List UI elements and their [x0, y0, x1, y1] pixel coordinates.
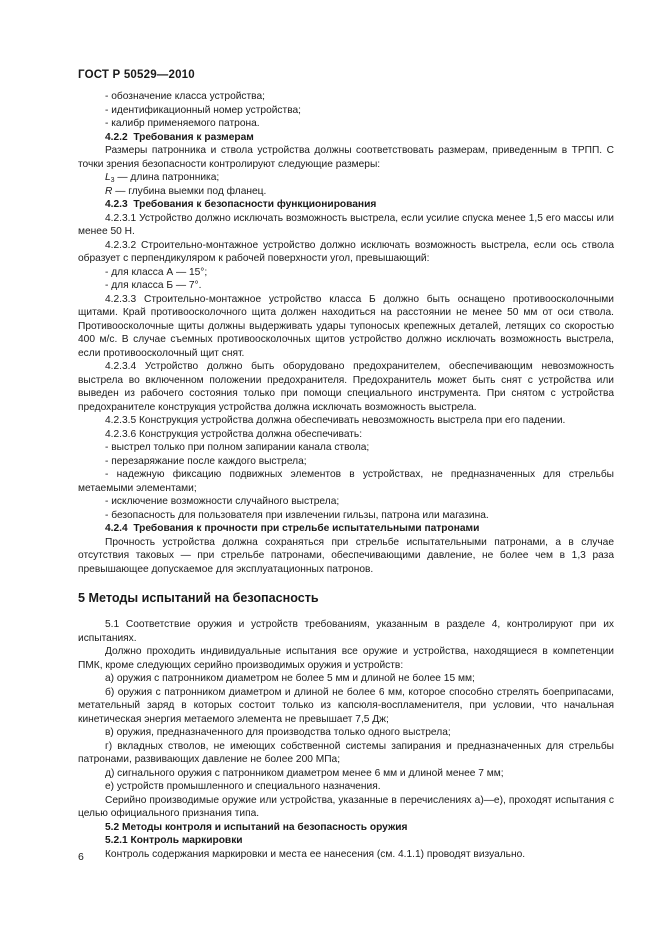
list-item: - для класса А — 15°;	[105, 266, 208, 278]
dimension-item	[78, 185, 614, 199]
heading-number: 4.2.3	[105, 199, 128, 210]
heading-number: 4.2.2	[105, 131, 128, 143]
subsection-heading-4-2-2	[78, 131, 614, 145]
enumeration-item: в) оружия, предназначенного для производства только одного выстрела;	[105, 727, 451, 738]
list-item: - перезаряжание после каждого выстрела;	[105, 455, 307, 467]
paragraph: Прочность устройства должна сохраняться при стрельбе испытательными патронами, а в случае отсутствия таковых — при стрельбе патронами, обеспечивающими давление, не более чем в 1,3 раза превышающее допускаемое для эксплуатационных патронов.	[78, 536, 614, 575]
paragraph: 4.2.3.1 Устройство должно исключать возможность выстрела, если усилие спуска менее 1,5 его массы или менее 50 Н.	[78, 212, 614, 237]
paragraph: 5.1 Соответствие оружия и устройств требованиям, указанным в разделе 4, контролируют при их испытаниях.	[78, 619, 614, 644]
list-item: - идентификационный номер устройства;	[105, 104, 301, 116]
symbol-R: R	[105, 185, 113, 197]
symbol-subscript: 3	[110, 177, 115, 184]
subsection-heading-5-2-1: 5.2.1 Контроль маркировки	[105, 835, 243, 846]
paragraph: 4.2.3.5 Конструкция устройства должна обеспечивать невозможность выстрела при его падении.	[105, 415, 566, 426]
dimension-text: — длина патронника;	[114, 172, 220, 183]
list-item: - для класса Б — 7°.	[105, 280, 202, 291]
list-item: - надежную фиксацию подвижных элементов в устройствах, не предназначенных для стрельбы метаемыми элементами;	[78, 469, 614, 494]
dimension-text: — глубина выемки под фланец.	[112, 185, 267, 197]
page-content	[78, 90, 614, 861]
paragraph: 4.2.3.6 Конструкция устройства должна обеспечивать:	[105, 428, 363, 440]
enumeration-item: е) устройств промышленного и специального назначения.	[105, 781, 381, 792]
enumeration-item: г) вкладных стволов, не имеющих собственной системы запирания и предназначенных для стрельбы патронами, развивающих давление не более 200 МПа;	[78, 740, 614, 765]
list-item: - выстрел только при полном запирании канала ствола;	[105, 442, 370, 453]
heading-title: Требования к безопасности функционирования	[133, 199, 377, 210]
subsection-heading-5-2: 5.2 Методы контроля и испытаний на безопасность оружия	[105, 821, 408, 833]
list-item: - безопасность для пользователя при извлечении гильзы, патрона или магазина.	[105, 509, 489, 521]
subsection-heading-4-2-3	[78, 198, 614, 212]
paragraph: Размеры патронника и ствола устройства должны соответствовать размерам, приведенным в ТРПП. С точки зрения безопасности контролируют следующие размеры:	[78, 145, 614, 170]
heading-title: Требования к прочности при стрельбе испытательными патронами	[133, 523, 480, 534]
paragraph: Серийно производимые оружие или устройства, указанные в перечислениях а)—е), проходят испытания с целью официального признания типа.	[78, 794, 614, 819]
enumeration-item: б) оружия с патронником диаметром и длиной не более 6 мм, которое способно стрелять боеприпасами, метательный заряд в которых состоит только из капсюля-воспламенителя, при условии, что начальная кинетическая энергия метаемого элемента не превышает 7,5 Дж;	[78, 686, 614, 725]
enumeration-item: д) сигнального оружия с патронником диаметром менее 6 мм и длиной менее 7 мм;	[105, 767, 504, 779]
paragraph: 4.2.3.2 Строительно-монтажное устройство должно исключать возможность выстрела, если ось ствола образует с перпендикуляром к рабочей поверхности угол, превышающий:	[78, 239, 614, 264]
heading-title: Требования к размерам	[133, 131, 254, 143]
subsection-heading-4-2-4	[78, 522, 614, 536]
symbol-L: L	[105, 172, 111, 183]
paragraph: Контроль содержания маркировки и места ее нанесения (см. 4.1.1) проводят визуально.	[105, 848, 526, 860]
list-item: - обозначение класса устройства;	[105, 91, 265, 102]
section-heading-5: 5 Методы испытаний на безопасность	[78, 591, 319, 605]
dimension-item	[78, 171, 614, 185]
paragraph: 4.2.3.3 Строительно-монтажное устройство класса Б должно быть оснащено противоосколочными щитами. Край противоосколочного щита должен находиться на расстоянии не менее 50 мм от оси ствола. Противоосколочные щиты должны выдерживать удары тупоносых крепежных деталей, летящих со скоростью 400 м/с. В случае съемных противоосколочных щитов устройство должно исключать возможность выстрела, если противоосколочный щит снят.	[78, 293, 614, 359]
paragraph: 4.2.3.4 Устройство должно быть оборудовано предохранителем, обеспечивающим невозможность выстрела во включенном положении предохранителя. Предохранитель может быть снят с устройства или выведен из рабочего состояния только при помощи специального инструмента. При снятом с устройства предохранителе конструкция устройства должна исключать возможность выстрела.	[78, 361, 614, 413]
heading-number: 4.2.4	[105, 523, 128, 534]
document-header: ГОСТ Р 50529—2010	[78, 69, 195, 81]
list-item: - исключение возможности случайного выстрела;	[105, 496, 340, 507]
page-number: 6	[78, 851, 84, 863]
paragraph: Должно проходить индивидуальные испытания все оружие и устройства, находящиеся в компетенции ПМК, кроме следующих серийно производимых оружия и устройств:	[78, 646, 614, 671]
list-item: - калибр применяемого патрона.	[105, 118, 260, 129]
enumeration-item: а) оружия с патронником диаметром не более 5 мм и длиной не более 15 мм;	[105, 673, 475, 684]
